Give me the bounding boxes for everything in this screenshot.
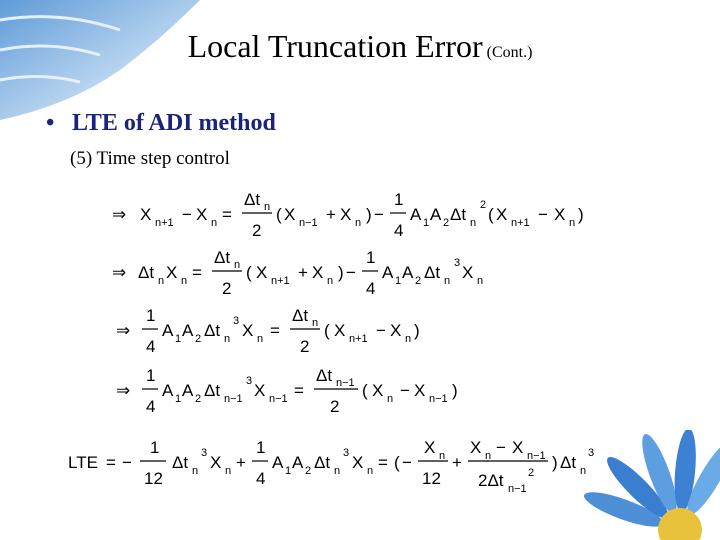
svg-text:1: 1 — [285, 465, 292, 477]
svg-text:−: − — [182, 205, 192, 224]
equation-lte — [68, 438, 594, 495]
svg-text:n: n — [485, 450, 492, 462]
svg-text:−: − — [374, 205, 384, 224]
svg-text:1: 1 — [256, 438, 266, 457]
svg-text:n: n — [355, 217, 362, 229]
svg-text:3: 3 — [246, 375, 253, 387]
svg-text:X: X — [312, 263, 324, 282]
svg-text:Δt: Δt — [214, 248, 231, 267]
svg-text:4: 4 — [146, 337, 156, 356]
svg-text:2: 2 — [300, 337, 310, 356]
svg-text:n+1: n+1 — [155, 217, 174, 229]
svg-text:−: − — [400, 381, 410, 400]
svg-text:1: 1 — [175, 393, 182, 405]
svg-text:n: n — [477, 275, 484, 287]
svg-text:X: X — [424, 438, 436, 457]
svg-text:12: 12 — [144, 469, 163, 488]
svg-text:n−1: n−1 — [224, 393, 243, 405]
svg-text:−: − — [402, 453, 412, 472]
svg-text:X: X — [140, 205, 152, 224]
svg-text:2: 2 — [195, 393, 202, 405]
svg-text:(: ( — [394, 453, 400, 472]
svg-text:): ) — [338, 263, 344, 282]
svg-text:n−1: n−1 — [429, 393, 448, 405]
svg-text:(: ( — [246, 263, 252, 282]
svg-text:−: − — [538, 205, 548, 224]
svg-text:n: n — [470, 217, 477, 229]
equation-3 — [116, 306, 420, 356]
svg-text:n−1: n−1 — [508, 483, 527, 495]
svg-text:A: A — [430, 205, 442, 224]
svg-text:=: = — [294, 381, 304, 400]
svg-text:n: n — [257, 333, 264, 345]
svg-text:n: n — [387, 393, 394, 405]
svg-text:A: A — [410, 205, 422, 224]
svg-text:n−1: n−1 — [269, 393, 288, 405]
svg-text:3: 3 — [201, 447, 208, 459]
svg-text:⇒: ⇒ — [112, 205, 127, 224]
svg-text:2: 2 — [252, 221, 262, 240]
svg-text:A: A — [162, 321, 174, 340]
svg-text:1: 1 — [150, 438, 160, 457]
svg-text:X: X — [512, 438, 524, 457]
title-suffix: (Cont.) — [486, 44, 533, 61]
svg-text:Δt: Δt — [244, 190, 261, 209]
svg-text:Δt: Δt — [172, 453, 189, 472]
svg-text:X: X — [496, 205, 508, 224]
svg-text:Δt: Δt — [138, 263, 155, 282]
svg-text:⇒: ⇒ — [116, 381, 131, 400]
svg-text:−: − — [122, 453, 132, 472]
svg-text:4: 4 — [146, 397, 156, 416]
svg-text:=: = — [192, 263, 202, 282]
svg-text:−: − — [496, 438, 506, 457]
svg-text:n: n — [405, 333, 412, 345]
svg-text:1: 1 — [394, 190, 404, 209]
svg-text:): ) — [366, 205, 372, 224]
svg-text:1: 1 — [175, 333, 182, 345]
svg-text:+: + — [326, 205, 336, 224]
equation-4 — [116, 366, 458, 416]
svg-text:): ) — [452, 381, 458, 400]
svg-text:=: = — [106, 453, 116, 472]
svg-text:n+1: n+1 — [349, 333, 368, 345]
svg-text:3: 3 — [343, 447, 350, 459]
svg-text:X: X — [254, 381, 266, 400]
svg-text:X: X — [166, 263, 178, 282]
svg-text:Δt: Δt — [204, 381, 221, 400]
svg-text:4: 4 — [366, 279, 376, 298]
svg-text:X: X — [414, 381, 426, 400]
svg-text:(: ( — [276, 205, 282, 224]
svg-text:Δt: Δt — [424, 263, 441, 282]
svg-text:n: n — [181, 275, 188, 287]
svg-text:1: 1 — [423, 217, 430, 229]
svg-text:): ) — [578, 205, 584, 224]
svg-text:n: n — [192, 465, 199, 477]
svg-text:X: X — [390, 321, 402, 340]
svg-text:X: X — [340, 205, 352, 224]
svg-text:n−1: n−1 — [299, 217, 318, 229]
svg-text:n−1: n−1 — [336, 377, 355, 389]
svg-text:X: X — [196, 205, 208, 224]
svg-text:1: 1 — [395, 275, 402, 287]
svg-text:X: X — [284, 205, 296, 224]
svg-text:3: 3 — [233, 315, 240, 327]
svg-text:−: − — [346, 263, 356, 282]
svg-text:Δt: Δt — [204, 321, 221, 340]
svg-text:2: 2 — [415, 275, 422, 287]
svg-text:2: 2 — [330, 397, 340, 416]
svg-text:12: 12 — [422, 469, 441, 488]
svg-text:1: 1 — [146, 306, 156, 325]
svg-text:4: 4 — [256, 469, 266, 488]
svg-text:4: 4 — [394, 221, 404, 240]
svg-text:n+1: n+1 — [511, 217, 530, 229]
svg-text:n: n — [367, 465, 374, 477]
svg-text:A: A — [162, 381, 174, 400]
svg-text:=: = — [270, 321, 280, 340]
equation-1 — [112, 190, 584, 240]
svg-text:n: n — [312, 317, 319, 329]
title-text: Local Truncation Error — [187, 28, 483, 64]
svg-text:2Δt: 2Δt — [478, 471, 504, 490]
svg-text:): ) — [414, 321, 420, 340]
equation-2 — [112, 248, 483, 298]
svg-text:X: X — [334, 321, 346, 340]
svg-text:): ) — [552, 453, 558, 472]
svg-text:Δt: Δt — [560, 453, 577, 472]
svg-text:X: X — [352, 453, 364, 472]
svg-text:X: X — [256, 263, 268, 282]
svg-text:n: n — [327, 275, 334, 287]
svg-text:n−1: n−1 — [527, 450, 546, 462]
svg-text:n: n — [225, 465, 232, 477]
svg-text:n: n — [334, 465, 341, 477]
svg-text:n+1: n+1 — [271, 275, 290, 287]
svg-text:2: 2 — [305, 465, 312, 477]
svg-text:=: = — [378, 453, 388, 472]
bullet-text: LTE of ADI method — [72, 110, 276, 136]
svg-text:Δt: Δt — [292, 306, 309, 325]
svg-text:X: X — [462, 263, 474, 282]
svg-text:2: 2 — [443, 217, 450, 229]
svg-text:Δt: Δt — [314, 453, 331, 472]
svg-text:n: n — [444, 275, 451, 287]
svg-text:n: n — [158, 275, 165, 287]
svg-text:+: + — [236, 453, 246, 472]
svg-text:1: 1 — [146, 366, 156, 385]
svg-text:(: ( — [362, 381, 368, 400]
svg-text:n: n — [264, 201, 271, 213]
svg-text:X: X — [242, 321, 254, 340]
svg-text:n: n — [234, 259, 241, 271]
svg-text:X: X — [470, 438, 482, 457]
svg-text:(: ( — [488, 205, 494, 224]
svg-text:2: 2 — [528, 467, 535, 479]
svg-text:n: n — [224, 333, 231, 345]
svg-text:+: + — [298, 263, 308, 282]
svg-text:A: A — [382, 263, 394, 282]
svg-text:n: n — [569, 217, 576, 229]
svg-text:A: A — [402, 263, 414, 282]
svg-text:(: ( — [324, 321, 330, 340]
svg-text:+: + — [452, 453, 462, 472]
svg-text:2: 2 — [222, 279, 232, 298]
svg-text:A: A — [182, 321, 194, 340]
svg-text:2: 2 — [195, 333, 202, 345]
svg-text:A: A — [292, 453, 304, 472]
svg-text:X: X — [554, 205, 566, 224]
svg-text:n: n — [580, 465, 587, 477]
svg-text:3: 3 — [588, 447, 595, 459]
svg-text:LTE: LTE — [68, 453, 98, 472]
svg-text:Δt: Δt — [450, 205, 467, 224]
subheading: (5) Time step control — [70, 148, 230, 169]
svg-text:X: X — [372, 381, 384, 400]
svg-text:n: n — [211, 217, 218, 229]
svg-text:X: X — [210, 453, 222, 472]
svg-text:Δt: Δt — [316, 366, 333, 385]
svg-text:⇒: ⇒ — [112, 263, 127, 282]
svg-text:−: − — [376, 321, 386, 340]
svg-text:n: n — [439, 450, 446, 462]
svg-text:1: 1 — [366, 248, 376, 267]
svg-text:A: A — [182, 381, 194, 400]
svg-text:2: 2 — [480, 199, 487, 211]
svg-text:⇒: ⇒ — [116, 321, 131, 340]
svg-text:=: = — [222, 205, 232, 224]
svg-text:3: 3 — [454, 257, 461, 269]
svg-text:A: A — [272, 453, 284, 472]
bullet-dot-icon: • — [46, 110, 55, 136]
